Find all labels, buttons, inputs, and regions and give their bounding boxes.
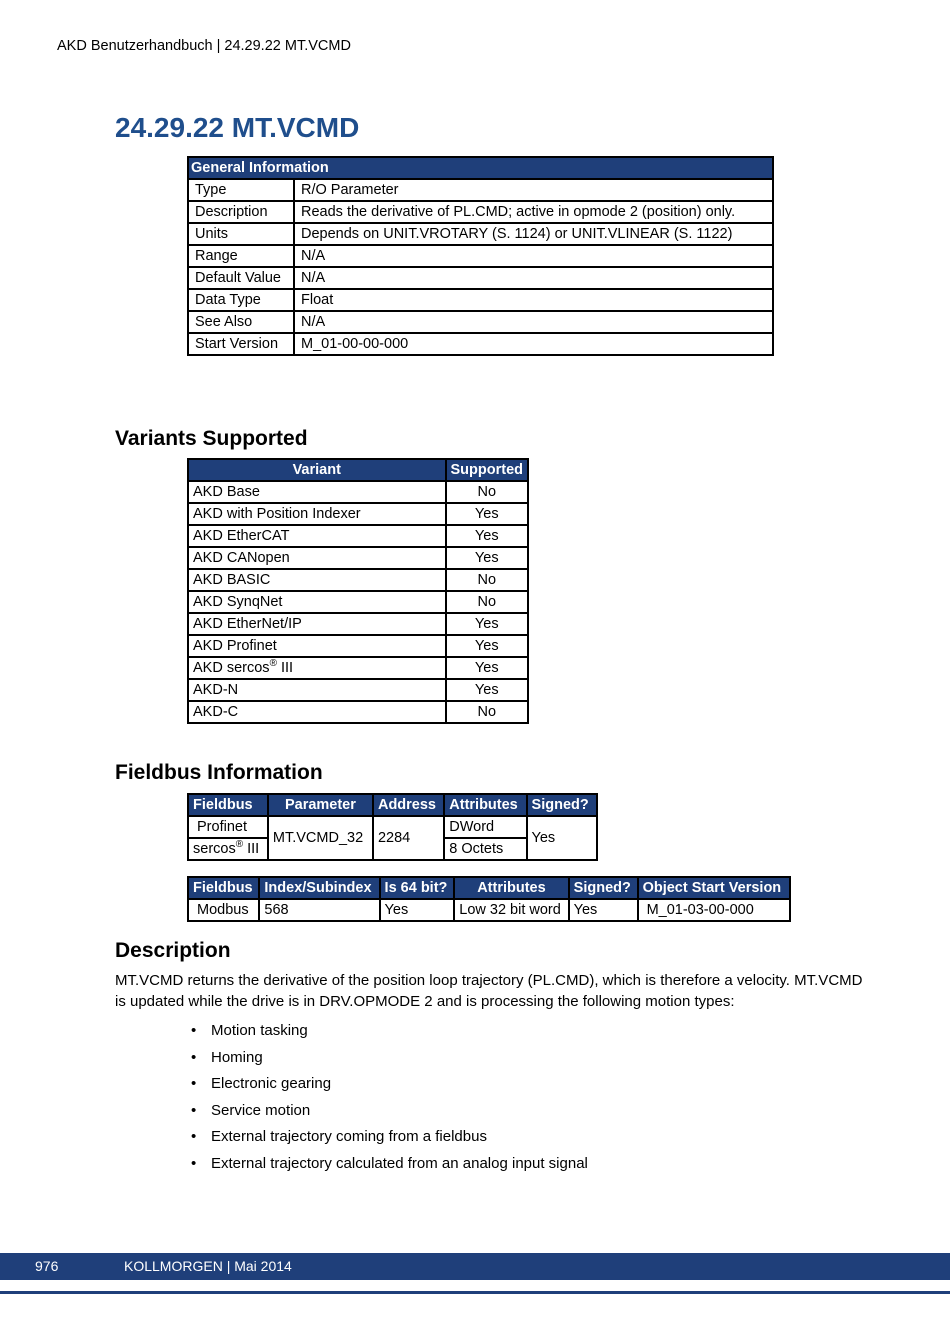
table-row [188, 201, 773, 223]
fieldbus-table-2 [187, 876, 791, 922]
variant-supported: Yes [446, 679, 529, 701]
col-object-start-version: Object Start Version [638, 877, 790, 899]
variant-supported: Yes [446, 503, 529, 525]
variant-name: AKD Base [188, 481, 446, 503]
table-row [188, 899, 790, 921]
col-64bit: Is 64 bit? [380, 877, 455, 899]
list-item: • Electronic gearing [175, 1073, 588, 1100]
fieldbus-header-row [188, 877, 790, 899]
description-text: MT.VCMD returns the derivative of the position loop trajectory (PL.CMD), which is therefore a velocity. MT.VCMD is updated while the drive is in DRV.OPMODE 2 and is processing the following motion types: [115, 972, 863, 1010]
row-label: Start Version [188, 333, 294, 355]
variant-name: AKD with Position Indexer [188, 503, 446, 525]
table-row [188, 613, 528, 635]
row-label: Description [188, 201, 294, 223]
variant-sercos-suffix: III [276, 660, 294, 676]
col-index: Index/Subindex [259, 877, 379, 899]
variant-name: AKD BASIC [188, 569, 446, 591]
row-value: Depends on UNIT.VROTARY (S. 1124) or UNIT.VLINEAR (S. 1122) [294, 223, 773, 245]
variant-name: AKD Profinet [188, 635, 446, 657]
row-value: Float [294, 289, 773, 311]
col-fieldbus: Fieldbus [188, 794, 268, 816]
table-row [188, 223, 773, 245]
col-supported: Supported [446, 459, 529, 481]
variant-supported: Yes [446, 657, 529, 679]
col-parameter: Parameter [268, 794, 373, 816]
row-value: N/A [294, 311, 773, 333]
cell: M_01-03-00-000 [638, 899, 790, 921]
general-info-table [187, 156, 774, 356]
signed-value: Yes [527, 816, 597, 860]
table-row [188, 569, 528, 591]
variant-name: AKD EtherCAT [188, 525, 446, 547]
col-fieldbus: Fieldbus [188, 877, 259, 899]
variants-table [187, 458, 529, 724]
table-row [188, 245, 773, 267]
row-label: Default Value [188, 267, 294, 289]
table-row [188, 547, 528, 569]
sercos-suffix: III [243, 841, 260, 857]
variants-heading: Variants Supported [115, 427, 308, 450]
list-item: • Motion tasking [175, 1020, 588, 1047]
variant-name: AKD EtherNet/IP [188, 613, 446, 635]
table-row [188, 657, 528, 679]
fieldbus-profinet: Profinet [188, 816, 268, 838]
motion-types-list [175, 1020, 588, 1179]
general-info-header: General Information [188, 157, 773, 179]
table-row [188, 679, 528, 701]
row-value: N/A [294, 245, 773, 267]
footer-bar [0, 1253, 950, 1280]
variant-supported: Yes [446, 547, 529, 569]
row-label: Data Type [188, 289, 294, 311]
variant-name: AKD-N [188, 679, 446, 701]
cell: Modbus [188, 899, 259, 921]
page-title: 24.29.22 MT.VCMD [115, 112, 360, 143]
row-label: Type [188, 179, 294, 201]
col-address: Address [373, 794, 444, 816]
table-row [188, 701, 528, 723]
col-signed: Signed? [569, 877, 638, 899]
variant-name: AKD SynqNet [188, 591, 446, 613]
table-row [188, 267, 773, 289]
footer-divider [0, 1291, 950, 1294]
row-value: R/O Parameter [294, 179, 773, 201]
general-info-header-row [188, 157, 773, 179]
row-label: See Also [188, 311, 294, 333]
variant-supported: Yes [446, 635, 529, 657]
variant-supported: Yes [446, 525, 529, 547]
fieldbus-table-1 [187, 793, 598, 861]
table-row [188, 816, 597, 838]
sercos-text: sercos [193, 841, 236, 857]
table-row [188, 591, 528, 613]
variant-name: AKD-C [188, 701, 446, 723]
attribute-value: 8 Octets [444, 838, 526, 860]
table-row [188, 635, 528, 657]
registered-mark: ® [269, 658, 277, 670]
fieldbus-header-row [188, 794, 597, 816]
fieldbus-heading: Fieldbus Information [115, 761, 323, 784]
page-number: 976 [35, 1258, 59, 1274]
variant-name: AKD CANopen [188, 547, 446, 569]
fieldbus-sercos [188, 838, 268, 860]
table-row [188, 481, 528, 503]
list-item: • External trajectory calculated from an analog input signal [175, 1153, 588, 1180]
table-row [188, 179, 773, 201]
list-item: • Service motion [175, 1100, 588, 1127]
description-heading: Description [115, 939, 231, 962]
table-row [188, 289, 773, 311]
attribute-value: DWord [444, 816, 526, 838]
variants-header-row [188, 459, 528, 481]
address-value: 2284 [373, 816, 444, 860]
parameter-value: MT.VCMD_32 [268, 816, 373, 860]
list-item: • External trajectory coming from a fieldbus [175, 1126, 588, 1153]
cell: Yes [380, 899, 455, 921]
table-row [188, 311, 773, 333]
col-signed: Signed? [527, 794, 597, 816]
row-label: Units [188, 223, 294, 245]
running-header: AKD Benutzerhandbuch | 24.29.22 MT.VCMD [57, 38, 351, 54]
row-label: Range [188, 245, 294, 267]
row-value: M_01-00-00-000 [294, 333, 773, 355]
table-row [188, 525, 528, 547]
cell: 568 [259, 899, 379, 921]
cell: Low 32 bit word [454, 899, 568, 921]
variant-supported: No [446, 569, 529, 591]
list-item: • Homing [175, 1047, 588, 1074]
variant-supported: No [446, 701, 529, 723]
variant-supported: No [446, 591, 529, 613]
variant-sercos-text: AKD sercos [193, 660, 270, 676]
table-row [188, 503, 528, 525]
col-attributes: Attributes [444, 794, 526, 816]
variant-supported: No [446, 481, 529, 503]
variant-name [188, 657, 446, 679]
row-value: N/A [294, 267, 773, 289]
variant-supported: Yes [446, 613, 529, 635]
footer-brand: KOLLMORGEN | Mai 2014 [124, 1258, 292, 1274]
registered-mark: ® [235, 839, 244, 851]
col-variant: Variant [188, 459, 446, 481]
cell: Yes [569, 899, 638, 921]
row-value: Reads the derivative of PL.CMD; active in opmode 2 (position) only. [294, 201, 773, 223]
table-row [188, 333, 773, 355]
col-attributes: Attributes [454, 877, 568, 899]
